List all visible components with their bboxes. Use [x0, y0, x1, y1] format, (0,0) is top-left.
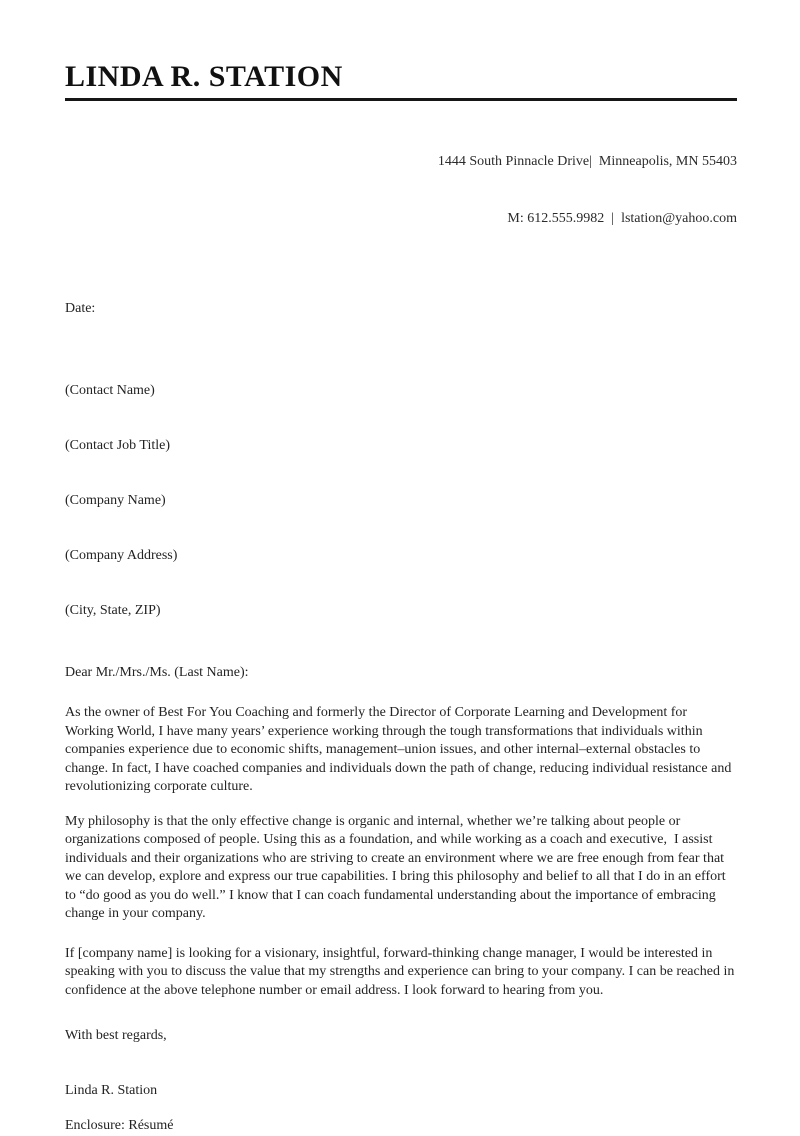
recipient-line-contact-name: (Contact Name)	[65, 382, 155, 398]
letterhead-name: LINDA R. STATION	[65, 60, 343, 93]
body-paragraph-2: My philosophy is that the only effective change is organic and internal, whether we’re talking about people or organizations composed of people. Using this as a foundation, and while working as a coach and executive, I assist individuals and their organizations who are striving to create an environment where we are free enough from fear that we can develop, explore and express our true capabilities. I bring this philosophy and belief to all that I do in an effort to “do good as you do well.” I know that I can coach fundamental understanding about the importance of embracing change in your company.	[65, 813, 730, 921]
recipient-line-company-address: (Company Address)	[65, 547, 178, 563]
date-label: Date:	[65, 301, 96, 316]
salutation: Dear Mr./Mrs./Ms. (Last Name):	[65, 664, 249, 680]
address-line: 1444 South Pinnacle Drive| Minneapolis, MN 55403	[437, 154, 737, 169]
recipient-line-city-state-zip: (City, State, ZIP)	[65, 602, 161, 618]
phone-email-line: M: 612.555.9982 | lstation@yahoo.com	[507, 211, 737, 226]
body-paragraph-1: As the owner of Best For You Coaching and formerly the Director of Corporate Learning and Development for Working World, I have many years’ experience working through the tough transformations that individuals within companies experience due to economic shifts, management–union issues, and other internal–external obstacles to change. In fact, I have coached companies and individuals down the path of change, reducing individual resistance and revolutionizing corporate culture.	[65, 705, 735, 794]
letterhead	[65, 60, 737, 101]
closing-line: With best regards,	[65, 1028, 167, 1043]
recipient-block	[65, 345, 737, 657]
body-paragraph-3: If [company name] is looking for a visionary, insightful, forward-thinking change manager, I would be interested in speaking with you to discuss the value that my strengths and experience can bring to your company. I can be reached in confidence at the above telephone number or email address. I look forward to hearing from you.	[65, 945, 738, 998]
recipient-line-company-name: (Company Name)	[65, 492, 166, 508]
enclosure-note: Enclosure: Résumé	[65, 1118, 174, 1133]
recipient-line-contact-job-title: (Contact Job Title)	[65, 437, 171, 453]
signature-name: Linda R. Station	[65, 1082, 158, 1098]
contact-block	[65, 114, 737, 266]
